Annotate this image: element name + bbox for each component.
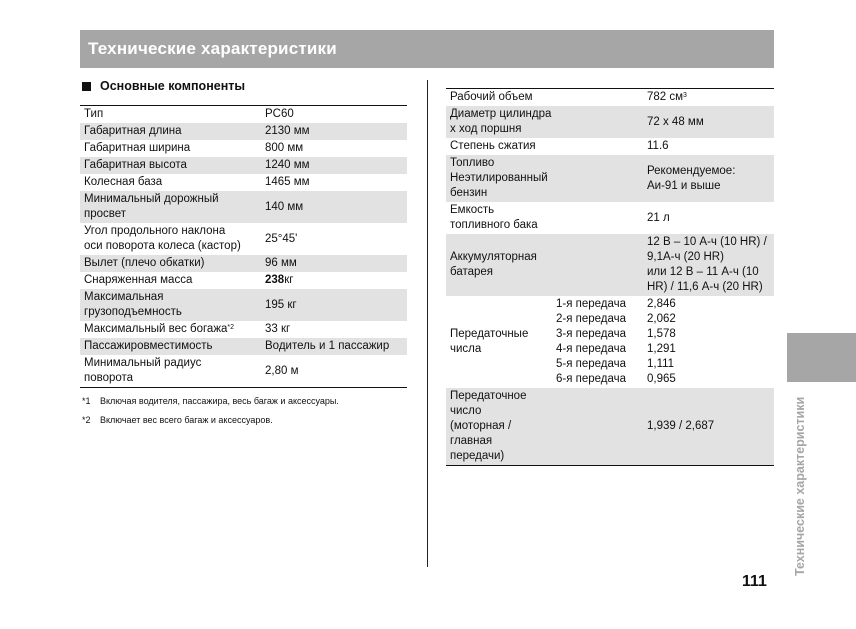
- section-heading-text: Основные компоненты: [100, 79, 246, 93]
- table-row: [80, 255, 407, 272]
- gear-ratio: 2,846: [647, 298, 676, 310]
- spec-label: Максимальный вес богажа$^{*2}$: [84, 323, 235, 335]
- spec-label: Степень сжатия: [450, 140, 536, 152]
- page-title-bar: [80, 30, 774, 68]
- spec-label: Рабочий объем: [450, 91, 533, 103]
- spec-value: 1465 мм: [265, 176, 310, 188]
- table-row: [80, 157, 407, 174]
- spec-value: 238кг: [265, 274, 294, 286]
- table-row: [446, 388, 774, 466]
- table-row: [446, 155, 774, 202]
- side-tab: [787, 333, 856, 382]
- table-row: [80, 321, 407, 338]
- table-row: [446, 106, 774, 138]
- square-bullet-icon: [82, 82, 91, 91]
- spec-value: 140 мм: [261, 191, 407, 223]
- spec-label: Емкость топливного бака: [450, 204, 538, 231]
- table-row: [80, 123, 407, 140]
- spec-value: 1240 мм: [261, 157, 407, 174]
- spec-value: 12 В – 10 А-ч (10 HR) / 9,1А-ч (20 HR) или 12 В – 11 А-ч (10 HR) / 11,6 А-ч (20 HR): [643, 234, 774, 296]
- footnote: *1 Включая водителя, пассажира, весь багаж и аксессуары.: [82, 396, 339, 406]
- footnote: *2 Включает вес всего багаж и аксессуаров.: [82, 415, 273, 425]
- table-row: [80, 338, 407, 355]
- gear-ratio: 1,291: [647, 343, 676, 355]
- gear-ratio: 1,111: [647, 358, 675, 370]
- spec-value: 72 х 48 мм: [643, 106, 774, 138]
- gear-ratio: 2,062: [647, 313, 676, 325]
- table-row: [80, 355, 407, 388]
- main-components-table: [80, 105, 407, 388]
- gear-name: 1-я передача: [556, 298, 627, 310]
- table-row: [80, 223, 407, 255]
- spec-value: 25°45': [265, 232, 298, 245]
- spec-value: 782 $см^3$: [647, 91, 687, 103]
- gear-name: 2-я передача: [556, 313, 627, 325]
- section-heading: [82, 79, 245, 93]
- table-row: [446, 234, 774, 296]
- spec-label: Угол продольного наклона оси поворота колеса (кастор): [84, 225, 241, 252]
- spec-label: Диаметр цилиндра х ход поршня: [446, 106, 643, 138]
- spec-value: Рекомендуемое: Аи-91 и выше: [643, 155, 774, 202]
- gear-list: [552, 296, 643, 388]
- gear-name: 5-я передача: [556, 358, 627, 370]
- spec-value: 21 л: [647, 211, 670, 224]
- engine-specs-table: [446, 88, 774, 466]
- spec-label: Максимальная грузоподъемность: [80, 289, 261, 321]
- table-row: [80, 140, 407, 157]
- spec-label: Минимальный радиус поворота: [84, 357, 202, 384]
- table-row: [446, 138, 774, 155]
- spec-label: Топливо Неэтилированный бензин: [446, 155, 643, 202]
- spec-label: Габаритная длина: [80, 123, 261, 140]
- spec-value: Водитель и 1 пассажир: [261, 338, 407, 355]
- gear-ratio: 0,965: [647, 373, 676, 385]
- spec-label: Аккумуляторная батарея: [446, 234, 643, 296]
- spec-label: Передаточное число (моторная / главная передачи): [446, 388, 643, 466]
- table-row: [446, 296, 774, 388]
- page-number: 111: [742, 573, 767, 590]
- spec-value: PC60: [265, 108, 294, 120]
- gear-ratios: [643, 296, 774, 388]
- spec-label: Минимальный дорожный просвет: [80, 191, 261, 223]
- gear-ratio: 1,578: [647, 328, 676, 340]
- spec-value: 96 мм: [261, 255, 407, 272]
- table-row: [80, 191, 407, 223]
- side-tab-label: Технические характеристики: [793, 396, 807, 576]
- table-row: [446, 89, 774, 107]
- table-row: [80, 106, 407, 124]
- gear-name: 3-я передача: [556, 328, 627, 340]
- spec-label: Пассажировместимость: [80, 338, 261, 355]
- table-row: [80, 289, 407, 321]
- column-divider: [427, 80, 428, 567]
- gear-name: 4-я передача: [556, 343, 627, 355]
- spec-label: Передаточные числа: [450, 328, 529, 355]
- spec-label: Вылет (плечо обкатки): [80, 255, 261, 272]
- spec-value: 33 кг: [265, 323, 291, 335]
- spec-label: Габаритная ширина: [84, 142, 191, 154]
- spec-value: 2130 мм: [261, 123, 407, 140]
- spec-value: 11.6: [647, 140, 669, 152]
- table-row: [80, 272, 407, 289]
- spec-label: Габаритная высота: [80, 157, 261, 174]
- spec-value: 195 кг: [261, 289, 407, 321]
- spec-value: 2,80 м: [265, 364, 299, 377]
- page-title: Технические характеристики: [88, 39, 337, 58]
- spec-label: Тип: [84, 108, 104, 120]
- spec-label: Колесная база: [84, 176, 163, 188]
- spec-value: 800 мм: [265, 142, 304, 154]
- table-row: [80, 174, 407, 191]
- spec-label: Снаряженная масса: [84, 274, 193, 286]
- spec-value: 1,939 / 2,687: [643, 388, 774, 466]
- gear-name: 6-я передача: [556, 373, 627, 385]
- footnotes: [82, 392, 339, 430]
- table-row: [446, 202, 774, 234]
